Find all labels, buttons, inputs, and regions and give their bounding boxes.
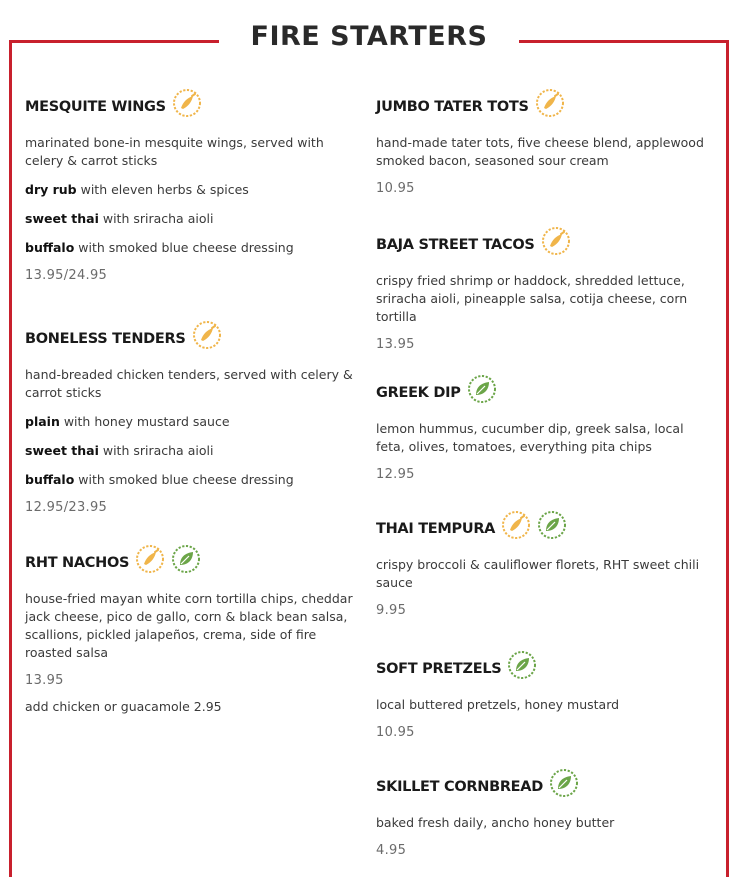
menu-item-name: BONELESS TENDERS: [25, 331, 186, 347]
menu-item-option: [25, 239, 360, 257]
menu-item-description: lemon hummus, cucumber dip, greek salsa, local feta, olives, tomatoes, everything pita chips: [376, 421, 684, 454]
spicy-icon: [501, 510, 531, 540]
menu-item-header: [376, 376, 716, 410]
menu-item-price: 12.95: [376, 467, 415, 482]
menu-item-name: MESQUITE WINGS: [25, 99, 166, 115]
vegetarian-icon: [549, 768, 579, 798]
menu-item-option: [25, 413, 360, 431]
menu-item-price: 13.95/24.95: [25, 268, 108, 283]
option-detail: with sriracha aioli: [98, 443, 214, 458]
option-name: dry rub: [25, 182, 77, 197]
option-detail: with smoked blue cheese dressing: [74, 472, 294, 487]
menu-item-header: [376, 512, 716, 546]
menu-item-price: 13.95: [25, 673, 64, 688]
menu-item-price: 10.95: [376, 725, 415, 740]
menu-item-addon: add chicken or guacamole 2.95: [25, 699, 222, 714]
menu-item-description: local buttered pretzels, honey mustard: [376, 697, 620, 712]
menu-item-header: [376, 228, 716, 262]
menu-item: [376, 228, 716, 354]
menu-item-option: [25, 471, 360, 489]
menu-item-name: JUMBO TATER TOTS: [376, 99, 529, 115]
option-name: buffalo: [25, 240, 75, 255]
frame-left-border: [9, 40, 12, 877]
menu-item-header: [25, 322, 360, 356]
menu-item-description: house-fried mayan white corn tortilla chips, cheddar jack cheese, pico de gallo, corn & black bean salsa, scallions, pickled jalapeños, crema, side of fire roasted salsa: [25, 591, 353, 660]
spicy-icon: [192, 320, 222, 350]
spicy-icon: [172, 88, 202, 118]
frame-top-right-border: [519, 40, 729, 43]
menu-item-description: crispy fried shrimp or haddock, shredded lettuce, sriracha aioli, pineapple salsa, cotija cheese, corn tortilla: [376, 273, 688, 324]
menu-item-option: [25, 442, 360, 460]
spicy-icon: [541, 226, 571, 256]
menu-item-name: GREEK DIP: [376, 385, 461, 401]
spicy-icon: [135, 544, 165, 574]
menu-item-name: BAJA STREET TACOS: [376, 237, 535, 253]
menu-item-price: 4.95: [376, 843, 407, 858]
menu-item-price: 12.95/23.95: [25, 500, 108, 515]
menu-item-header: [376, 652, 716, 686]
menu-item: [376, 770, 716, 860]
option-name: plain: [25, 414, 60, 429]
section-title: FIRE STARTERS: [250, 21, 488, 52]
option-name: sweet thai: [25, 211, 99, 226]
menu-item: [376, 90, 716, 198]
menu-item-name: RHT NACHOS: [25, 555, 130, 571]
frame-right-border: [726, 40, 729, 877]
menu-item-option: [25, 181, 360, 199]
option-name: sweet thai: [25, 443, 99, 458]
menu-item-name: SKILLET CORNBREAD: [376, 779, 543, 795]
menu-item: [376, 376, 716, 484]
menu-item-description: hand-breaded chicken tenders, served with celery & carrot sticks: [25, 367, 353, 400]
menu-item-description: crispy broccoli & cauliflower florets, RHT sweet chili sauce: [376, 557, 700, 590]
spicy-icon: [535, 88, 565, 118]
option-detail: with sriracha aioli: [98, 211, 214, 226]
option-detail: with honey mustard sauce: [59, 414, 230, 429]
menu-item-name: SOFT PRETZELS: [376, 661, 502, 677]
menu-item-header: [25, 546, 360, 580]
menu-item-description: baked fresh daily, ancho honey butter: [376, 815, 615, 830]
option-detail: with eleven herbs & spices: [76, 182, 249, 197]
menu-item-price: 9.95: [376, 603, 407, 618]
menu-item-price: 13.95: [376, 337, 415, 352]
vegetarian-icon: [537, 510, 567, 540]
menu-item-description: marinated bone-in mesquite wings, served with celery & carrot sticks: [25, 135, 324, 168]
option-name: buffalo: [25, 472, 75, 487]
menu-item-header: [376, 90, 716, 124]
frame-top-left-border: [9, 40, 219, 43]
menu-item-name: THAI TEMPURA: [376, 521, 496, 537]
option-detail: with smoked blue cheese dressing: [74, 240, 294, 255]
vegetarian-icon: [467, 374, 497, 404]
vegetarian-icon: [171, 544, 201, 574]
menu-item-price: 10.95: [376, 181, 415, 196]
menu-item: [25, 90, 360, 285]
menu-item: [376, 512, 716, 620]
menu-item-header: [25, 90, 360, 124]
menu-item: [376, 652, 716, 742]
menu-item-header: [376, 770, 716, 804]
vegetarian-icon: [507, 650, 537, 680]
menu-item-description: hand-made tater tots, five cheese blend, applewood smoked bacon, seasoned sour cream: [376, 135, 704, 168]
menu-item: [25, 322, 360, 517]
menu-item-option: [25, 210, 360, 228]
menu-item: [25, 546, 360, 716]
